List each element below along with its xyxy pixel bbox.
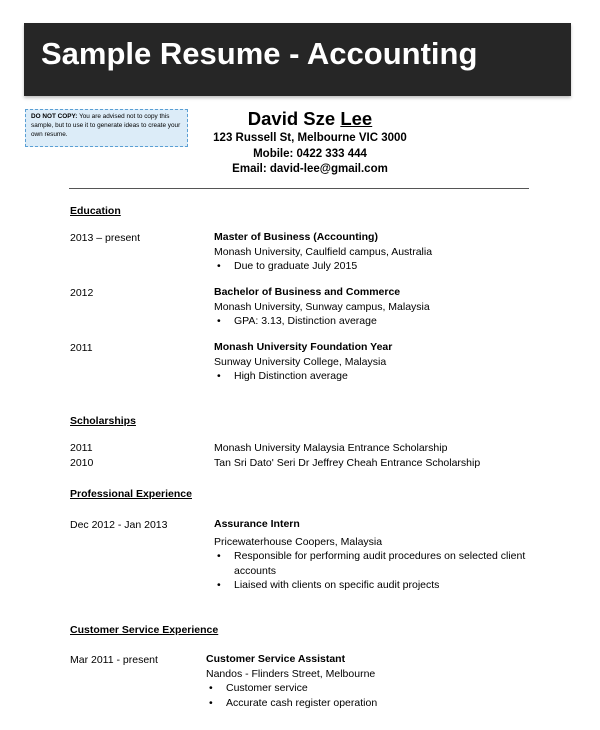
mobile: Mobile: 0422 333 444 bbox=[253, 147, 367, 160]
education-bullet: • Due to graduate July 2015 bbox=[214, 259, 432, 274]
scholarship-year: 2010 bbox=[70, 457, 94, 469]
customer-service-bullet: • Customer service bbox=[206, 681, 377, 696]
education-org: Sunway University College, Malaysia bbox=[214, 355, 387, 368]
professional-title: Assurance Intern bbox=[214, 518, 300, 530]
education-org: Monash University, Caulfield campus, Australia bbox=[214, 245, 433, 258]
scholarship-name: Tan Sri Dato' Seri Dr Jeffrey Cheah Entrance Scholarship bbox=[214, 457, 481, 469]
scholarships-heading: Scholarships bbox=[70, 415, 136, 427]
education-bullet: • High Distinction average bbox=[214, 369, 392, 384]
do-not-copy-notice bbox=[25, 109, 188, 147]
scholarship-year: 2011 bbox=[70, 442, 93, 454]
education-date: 2012 bbox=[70, 287, 94, 299]
customer-service-heading: Customer Service Experience bbox=[70, 624, 219, 636]
candidate-first-names: David Sze bbox=[247, 108, 336, 129]
title-banner bbox=[24, 23, 571, 96]
candidate-last-name: Lee bbox=[340, 108, 373, 129]
professional-heading: Professional Experience bbox=[70, 488, 192, 500]
notice-text: You are advised not to copy this sample, but to use it to generate ideas to create your own resume. bbox=[31, 113, 181, 138]
education-date: 2013 – present bbox=[70, 232, 141, 244]
candidate-name bbox=[190, 107, 430, 131]
address: 123 Russell St, Melbourne VIC 3000 bbox=[213, 132, 407, 144]
email: Email: david-lee@gmail.com bbox=[232, 163, 388, 175]
education-date: 2011 bbox=[70, 342, 93, 354]
professional-date: Dec 2012 - Jan 2013 bbox=[70, 519, 168, 531]
scholarship-name: Monash University Malaysia Entrance Scholarship bbox=[214, 442, 448, 454]
professional-bullet: • Responsible for performing audit procedures on selected client accounts bbox=[214, 549, 534, 578]
professional-bullet: • Liaised with clients on specific audit projects bbox=[214, 578, 534, 593]
education-entry bbox=[214, 340, 392, 384]
education-entry bbox=[214, 285, 430, 329]
notice-label: DO NOT COPY: bbox=[31, 113, 78, 120]
contact-header bbox=[190, 107, 430, 178]
header-divider bbox=[69, 188, 529, 189]
education-title: Monash University Foundation Year bbox=[214, 341, 393, 353]
education-title: Bachelor of Business and Commerce bbox=[214, 286, 401, 298]
education-entry bbox=[214, 230, 432, 274]
professional-org: Pricewaterhouse Coopers, Malaysia bbox=[214, 535, 383, 548]
customer-service-org: Nandos - Flinders Street, Melbourne bbox=[206, 667, 376, 680]
customer-service-bullet: • Accurate cash register operation bbox=[206, 696, 377, 711]
page-title: Sample Resume - Accounting bbox=[41, 36, 478, 71]
customer-service-title: Customer Service Assistant bbox=[206, 653, 346, 665]
education-org: Monash University, Sunway campus, Malaysia bbox=[214, 300, 430, 313]
education-bullet: • GPA: 3.13, Distinction average bbox=[214, 314, 430, 329]
professional-entry bbox=[214, 517, 534, 593]
customer-service-entry bbox=[206, 652, 377, 710]
education-heading: Education bbox=[70, 205, 121, 217]
education-title: Master of Business (Accounting) bbox=[214, 231, 378, 243]
customer-service-date: Mar 2011 - present bbox=[70, 654, 158, 666]
